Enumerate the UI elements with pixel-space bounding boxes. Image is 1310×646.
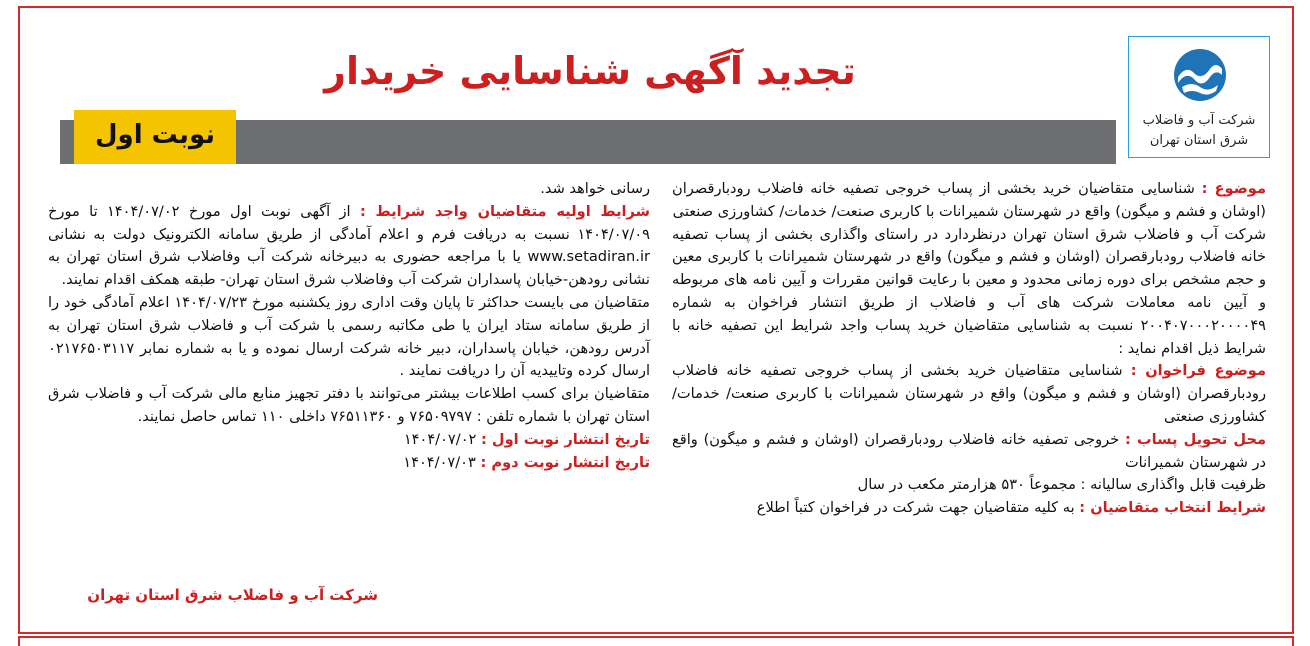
date1-label: تاریخ انتشار نوبت اول : [481, 430, 650, 448]
conditions-text: از آگهی نوبت اول مورخ ۱۴۰۴/۰۷/۰۲ تا مورخ ۱۴۰۴/۰۷/۰۹ نسبت به دریافت فرم و اعلام آمادگی از طریق سامانه الکترونیک دولت به نشانی www.setadiran.ir یا با مراجعه حضوری به دبیرخانه شرکت آب وفاضلاب شرق استان تهران به نشانی رودهن-خیابان پاسداران شرکت آب وفاضلاب شرق استان تهران- طبقه همکف اقدام نمایند. [48, 202, 650, 289]
contact-paragraph: متقاضیان برای کسب اطلاعات بیشتر می‌توانند با دفتر تجهیز منابع مالی شرکت آب و فاضلاب شرق استان تهران با شماره تلفن : ۷۶۵۰۹۷۹۷ و ۷۶۵۱۱۳۶۰ داخلی ۱۱۰ تماس حاصل نمایند. [48, 385, 650, 425]
conditions-label: شرایط اولیه متقاضیان واجد شرایط : [359, 202, 650, 220]
company-logo-box [1128, 36, 1270, 158]
call-subject-text: شناسایی متقاضیان خرید بخشی از پساب خروجی تصفیه خانه فاضلاب رودبارقصران (اوشان و فشم و میگون) واقع در شهرستان شمیرانات با کاربری صنعت/ خدمات/ کشاورزی صنعتی [672, 362, 1266, 425]
logo-company-line1: شرکت آب و فاضلاب [1142, 113, 1256, 128]
intro-paragraph: شرکت آب و فاضلاب شرق استان تهران درنظردارد در راستای واگذاری بخشی از پساب تصفیه خانه فاضلاب رودبارقصران (اوشان و فشم و میگون) واقع در شهرستان شمیرانات با کاربری معین و حجم مشخص برای دوره زمانی محدود و معین با رعایت قوانین مقررات و آیین نامه های مربوطه و آیین نامه معاملات شرکت های آب و فاضلاب از طریق انتشار فراخوان به شماره ۲۰۰۴۰۷۰۰۰۲۰۰۰۰۴۹ نسبت به شناسایی متقاضیان خرید پساب واجد شرایط این تصفیه خانه با شرایط ذیل اقدام نماید : [672, 225, 1266, 357]
left-column [48, 178, 650, 474]
subject-label: موضوع : [1201, 180, 1266, 197]
round-badge-label: نوبت اول [94, 120, 216, 150]
deadline-paragraph: متقاضیان می بایست حداکثر تا پایان وقت اداری روز یکشنبه مورخ ۱۴۰۴/۰۷/۲۳ اعلام آمادگی خود را از طریق سامانه ستاد ایران یا طی مکاتبه رسمی با شرکت آب و فاضلاب شرق استان تهران به آدرس رودهن، خیابان پاسداران، دبیر خانه شرکت ارسال نموده و یا به شماره نمابر ۰۲۱۷۶۵۰۳۱۱۷ ارسال کرده وتاییدیه آن را دریافت نمایند . [48, 293, 650, 380]
publish-date-first [48, 429, 650, 452]
round-badge [74, 110, 236, 164]
signature: شرکت آب و فاضلاب شرق استان تهران [87, 586, 378, 604]
subject-paragraph [672, 178, 1266, 224]
date1-value: ۱۴۰۴/۰۷/۰۲ [403, 430, 477, 448]
next-ad-frame-edge [18, 636, 1294, 646]
selection-label: شرایط انتخاب متقاضیان : [1079, 499, 1266, 517]
delivery-paragraph [672, 429, 1266, 475]
selection-paragraph [672, 497, 1266, 520]
publish-date-second [48, 452, 650, 475]
water-drop-logo-icon [1172, 47, 1228, 103]
logo-company-line2: شرق استان تهران [1149, 133, 1249, 148]
selection-text: به کلیه متقاضیان جهت شرکت در فراخوان کتباً اطلاع [756, 499, 1080, 517]
delivery-text: خروجی تصفیه خانه فاضلاب رودبارقصران (اوشان و فشم و میگون) واقع در شهرستان شمیرانات [672, 430, 1266, 471]
subject-text: شناسایی متقاضیان خرید بخشی از پساب خروجی تصفیه خانه فاضلاب رودبارقصران (اوشان و فشم و میگون) واقع در شهرستان شمیرانات با کاربری صنعت/ خدمات/ کشاورزی صنعتی [672, 180, 1266, 220]
capacity-paragraph: ظرفیت قابل واگذاری سالیانه : مجموعاً ۵۳۰ هزارمتر مکعب در سال [857, 476, 1266, 494]
right-column [672, 178, 1266, 520]
delivery-label: محل تحویل پساب : [1124, 430, 1266, 448]
page-title: تجدید آگهی شناسایی خریدار [324, 49, 856, 93]
conditions-paragraph [48, 201, 650, 292]
call-subject-label: موضوع فراخوان : [1130, 362, 1266, 380]
continuation-paragraph: رسانی خواهد شد. [540, 180, 650, 197]
date2-value: ۱۴۰۴/۰۷/۰۳ [403, 453, 476, 471]
call-subject-paragraph [672, 360, 1266, 428]
date2-label: تاریخ انتشار نوبت دوم : [480, 453, 650, 471]
